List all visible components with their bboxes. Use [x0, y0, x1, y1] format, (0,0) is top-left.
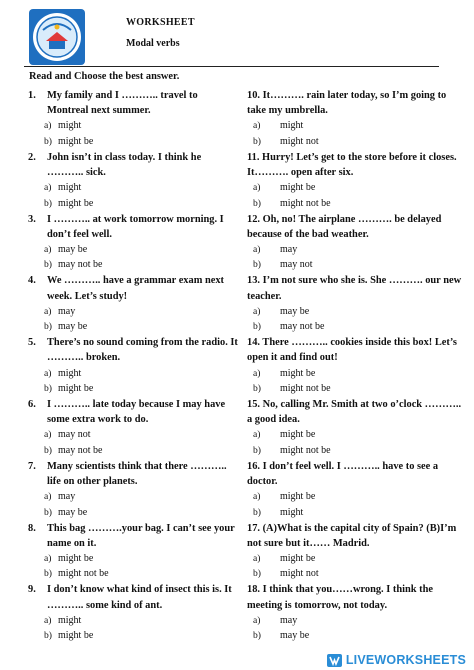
worksheet-title: WORKSHEET: [126, 17, 195, 28]
option-letter: b): [44, 383, 52, 394]
question-text: 15. No, calling Mr. Smith at two o’clock ……….. a good idea.: [247, 398, 462, 426]
option-text: might: [58, 182, 82, 194]
question-number: 6.: [28, 398, 36, 410]
option-letter: a): [44, 305, 52, 317]
answer-option-a[interactable]: [44, 304, 238, 319]
question-item: [28, 273, 238, 335]
answer-option-a[interactable]: [253, 366, 462, 381]
question-number: 1.: [28, 90, 36, 101]
answer-option-a[interactable]: [44, 489, 238, 504]
option-text: might: [58, 367, 82, 379]
answer-option-b[interactable]: [44, 628, 238, 643]
question-text: Many scientists think that there ……….. life on other planets.: [47, 460, 227, 487]
question-text: 18. I think that you……wrong. I think the meeting is tomorrow, not today.: [247, 584, 434, 611]
liveworksheets-footer[interactable]: [327, 652, 466, 668]
option-text: might be: [280, 429, 316, 441]
answer-option-b[interactable]: [44, 319, 238, 334]
question-text: 14. There ……….. cookies inside this box! Let’s open it and find out!: [247, 337, 457, 364]
answer-option-a[interactable]: [253, 242, 462, 257]
question-text: John isn’t in class today. I think he ……….. sick.: [47, 151, 202, 178]
answer-option-a[interactable]: [253, 427, 462, 442]
question-item: [247, 212, 462, 274]
option-letter: b): [44, 506, 52, 518]
answer-option-a[interactable]: [44, 613, 238, 628]
question-number: 2.: [28, 151, 36, 163]
option-text: might: [58, 614, 82, 626]
answer-option-a[interactable]: [44, 427, 238, 442]
question-text: I ……….. at work tomorrow morning. I don’t feel well.: [47, 213, 224, 240]
question-text: We ……….. have a grammar exam next week. Let’s study!: [47, 275, 224, 302]
option-letter: a): [44, 182, 52, 194]
worksheet-subtitle: Modal verbs: [126, 38, 180, 49]
question-item: [28, 212, 238, 274]
answer-option-a[interactable]: [253, 180, 462, 195]
option-text: might be: [280, 182, 316, 194]
option-letter: a): [253, 367, 261, 379]
question-item: [247, 88, 462, 150]
question-text: 10. It………. rain later today, so I’m going to take my umbrella.: [247, 90, 447, 117]
option-text: may be: [58, 321, 88, 333]
option-text: might: [280, 120, 304, 132]
answer-option-b[interactable]: [253, 443, 462, 458]
right-question-column: [247, 88, 462, 644]
option-text: may be: [280, 305, 310, 317]
option-letter: b): [44, 135, 52, 147]
option-text: might be: [58, 135, 94, 147]
question-item: [247, 459, 462, 521]
answer-option-a[interactable]: [44, 118, 238, 133]
option-text: might be: [58, 383, 94, 394]
answer-option-b[interactable]: [44, 257, 238, 272]
question-item: [28, 88, 238, 150]
option-text: might be: [58, 630, 94, 642]
option-letter: b): [44, 259, 52, 271]
option-letter: b): [253, 321, 261, 333]
option-letter: a): [44, 120, 52, 132]
question-text: My family and I ……….. travel to Montreal next summer.: [47, 90, 198, 117]
question-item: [247, 335, 462, 397]
liveworksheets-brand: LIVEWORKSHEETS: [345, 653, 466, 667]
question-text: 16. I don’t feel well. I ……….. have to see a doctor.: [247, 460, 439, 487]
answer-option-a[interactable]: [253, 613, 462, 628]
answer-option-a[interactable]: [253, 304, 462, 319]
option-text: might not: [280, 135, 319, 147]
answer-option-a[interactable]: [253, 118, 462, 133]
answer-option-b[interactable]: [44, 134, 238, 149]
option-letter: a): [44, 552, 52, 564]
option-letter: a): [44, 491, 52, 503]
left-question-column: [28, 88, 238, 644]
question-text: 13. I’m not sure who she is. She ………. our new teacher.: [247, 275, 462, 302]
question-number: 9.: [28, 584, 36, 596]
option-text: might not be: [280, 383, 331, 394]
question-item: [247, 150, 462, 212]
question-number: 3.: [28, 213, 36, 225]
question-text: I ……….. late today because I may have some extra work to do.: [47, 398, 226, 426]
question-number: 7.: [28, 460, 36, 472]
answer-option-b[interactable]: [253, 566, 462, 581]
question-item: [247, 582, 462, 644]
question-text: 11. Hurry! Let’s get to the store before it closes. It………. open after six.: [247, 151, 457, 178]
option-text: may not be: [280, 321, 325, 333]
answer-option-a[interactable]: [44, 242, 238, 257]
answer-option-b[interactable]: [253, 319, 462, 334]
answer-option-b[interactable]: [253, 381, 462, 396]
answer-option-b[interactable]: [253, 628, 462, 643]
option-letter: a): [44, 244, 52, 255]
question-item: [28, 521, 238, 583]
answer-option-b[interactable]: [44, 566, 238, 581]
question-text: This bag ……….your bag. I can’t see your name on it.: [47, 522, 235, 549]
question-text: There’s no sound coming from the radio. It ……….. broken.: [47, 337, 238, 364]
option-text: may: [58, 305, 76, 317]
answer-option-b[interactable]: [253, 257, 462, 272]
option-text: may not: [280, 259, 313, 271]
option-letter: a): [44, 614, 52, 626]
option-letter: b): [44, 197, 52, 209]
option-letter: a): [44, 367, 52, 379]
option-text: may be: [58, 506, 88, 518]
question-item: [247, 521, 462, 583]
option-text: may be: [58, 244, 88, 255]
option-text: may: [280, 244, 298, 255]
option-letter: b): [253, 444, 261, 456]
option-letter: b): [253, 383, 261, 394]
option-letter: a): [253, 614, 261, 626]
question-text: 17. (A)What is the capital city of Spain? (B)I’m not sure but it…… Madrid.: [247, 522, 457, 549]
option-text: might: [280, 506, 304, 518]
option-text: might not: [280, 568, 319, 580]
question-item: [28, 459, 238, 521]
answer-option-b[interactable]: [44, 196, 238, 211]
option-letter: b): [44, 630, 52, 642]
option-text: might not be: [58, 568, 109, 580]
option-letter: b): [253, 197, 261, 209]
option-letter: a): [253, 244, 261, 255]
option-text: may: [58, 491, 76, 503]
answer-option-b[interactable]: [44, 381, 238, 396]
option-letter: a): [253, 182, 261, 194]
option-text: might be: [280, 367, 316, 379]
question-item: [247, 273, 462, 335]
question-item: [28, 150, 238, 212]
school-logo: [28, 8, 86, 66]
option-text: might be: [280, 552, 316, 564]
option-letter: a): [253, 429, 261, 441]
option-letter: a): [44, 429, 52, 441]
option-letter: b): [44, 321, 52, 333]
option-text: might be: [58, 197, 94, 209]
option-text: might be: [58, 552, 94, 564]
question-number: 8.: [28, 522, 36, 534]
question-item: [247, 397, 462, 459]
option-text: may not be: [58, 444, 103, 456]
answer-option-b[interactable]: [253, 196, 462, 211]
option-text: may: [280, 614, 298, 626]
option-letter: a): [253, 491, 261, 503]
option-text: may be: [280, 630, 310, 642]
answer-option-b[interactable]: [44, 443, 238, 458]
option-letter: b): [253, 568, 261, 580]
header-divider: [24, 66, 439, 67]
answer-option-a[interactable]: [44, 551, 238, 566]
option-letter: a): [253, 552, 261, 564]
option-text: may not be: [58, 259, 103, 271]
question-number: 5.: [28, 337, 36, 349]
answer-option-a[interactable]: [253, 551, 462, 566]
instructions: Read and Choose the best answer.: [29, 71, 180, 82]
question-text: I don’t know what kind of insect this is. It ……….. some kind of ant.: [47, 584, 232, 611]
answer-option-b[interactable]: [253, 505, 462, 520]
option-text: might be: [280, 491, 316, 503]
option-letter: b): [253, 506, 261, 518]
answer-option-a[interactable]: [44, 366, 238, 381]
question-item: [28, 582, 238, 644]
question-item: [28, 335, 238, 397]
answer-option-b[interactable]: [253, 134, 462, 149]
answer-option-a[interactable]: [253, 489, 462, 504]
option-text: might not be: [280, 197, 331, 209]
option-letter: b): [253, 630, 261, 642]
option-letter: b): [253, 259, 261, 271]
question-number: 4.: [28, 275, 36, 287]
option-letter: a): [253, 305, 261, 317]
answer-option-b[interactable]: [44, 505, 238, 520]
option-letter: b): [44, 568, 52, 580]
option-text: may not: [58, 429, 91, 441]
option-text: might: [58, 120, 82, 132]
question-item: [28, 397, 238, 459]
answer-option-a[interactable]: [44, 180, 238, 195]
liveworksheets-logo-icon: [327, 654, 342, 667]
option-letter: a): [253, 120, 261, 132]
option-letter: b): [253, 135, 261, 147]
option-text: might not be: [280, 444, 331, 456]
question-text: 12. Oh, no! The airplane ………. be delayed because of the bad weather.: [247, 213, 442, 240]
option-letter: b): [44, 444, 52, 456]
